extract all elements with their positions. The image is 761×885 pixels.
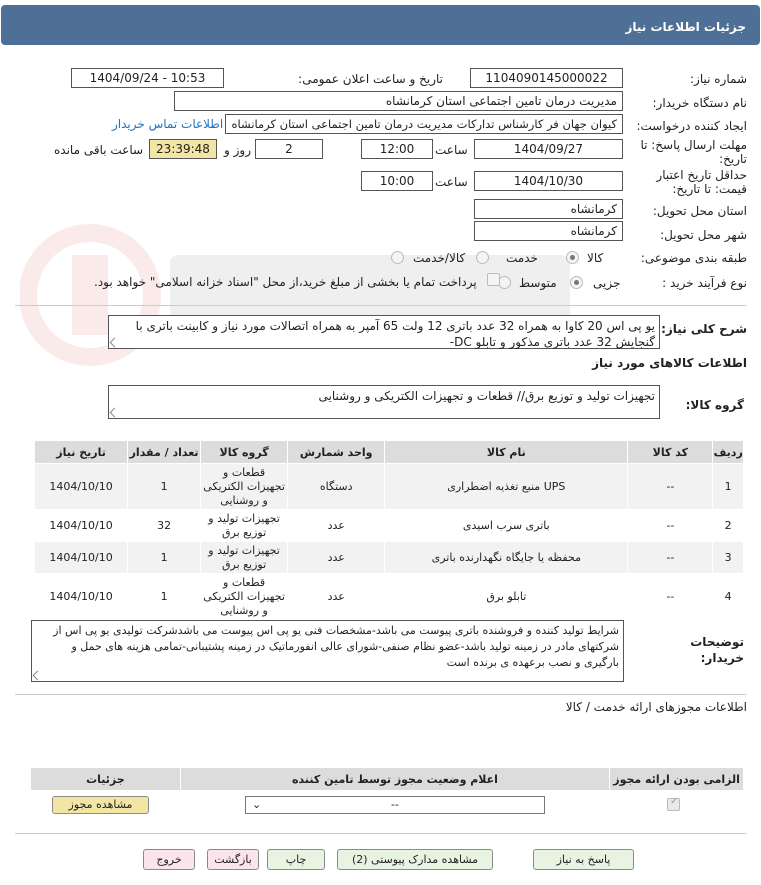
treasury-checkbox[interactable] <box>487 273 500 286</box>
cell-group: قطعات و تجهیزات الکتریکی و روشنایی <box>201 574 288 620</box>
cell-index: 1 <box>713 464 744 510</box>
required-checkbox <box>667 798 680 811</box>
chevron-down-icon: ⌄ <box>252 798 262 811</box>
deadline-time-label: ساعت <box>435 143 468 157</box>
table-row <box>35 542 744 574</box>
page-title: جزئیات اطلاعات نیاز <box>625 20 746 34</box>
validity-date-field: 1404/10/30 <box>474 171 623 191</box>
validity-time-field: 10:00 <box>361 171 433 191</box>
col-name: نام کالا <box>385 441 628 464</box>
description-label: شرح کلی نیاز: <box>661 322 747 336</box>
cell-code: -- <box>628 542 713 574</box>
divider <box>15 833 746 834</box>
col-code: کد کالا <box>628 441 713 464</box>
description-textarea: یو پی اس 20 کاوا به همراه 32 عدد باتری 12 ولت 65 آمپر به همراه اتصالات مورد نیاز و کابینت باتری با گنجایش 32 عدد باتری مذکور و تابلو DC- <box>108 315 660 349</box>
days-count-field: 2 <box>255 139 323 159</box>
announce-label: تاریخ و ساعت اعلان عمومی: <box>298 72 443 86</box>
cell-qty: 1 <box>128 464 201 510</box>
deadline-date-field: 1404/09/27 <box>474 139 623 159</box>
cell-group: تجهیزات تولید و توزیع برق <box>201 542 288 574</box>
buyer-contact-link[interactable]: اطلاعات تماس خریدار <box>112 117 224 131</box>
category-radio-both[interactable] <box>391 251 404 264</box>
cell-group: قطعات و تجهیزات الکتریکی و روشنایی <box>201 464 288 510</box>
permits-title: اطلاعات مجوزهای ارائه خدمت / کالا <box>565 700 747 714</box>
cell-unit: دستگاه <box>288 464 385 510</box>
attachments-button[interactable]: مشاهده مدارک پیوستی (2) <box>337 849 493 870</box>
permits-table-header <box>31 768 744 791</box>
cell-unit: عدد <box>288 574 385 620</box>
buyer-notes-textarea: شرایط تولید کننده و فروشنده باتری پیوست می باشد-مشخصات فنی یو پی اس پیوست می باشدشرکت تولیدی یو پی اس از شرکتهای مادر در زمینه تولید باشد-عضو نظام صنفی-شورای عالی انفورماتیک در زمینه پشتیبانی-تمامی هزینه های حمل و بارگیری و نصب برعهده ی برنده است <box>31 620 624 682</box>
cell-name: باتری سرب اسیدی <box>385 510 628 542</box>
need-number-label: شماره نیاز: <box>690 72 747 86</box>
deadline-label: مهلت ارسال پاسخ: تا تاریخ: <box>640 138 747 166</box>
creator-label: ایجاد کننده درخواست: <box>636 119 747 133</box>
col-group: گروه کالا <box>201 441 288 464</box>
cell-index: 2 <box>713 510 744 542</box>
check-icon: ✓ <box>670 796 679 807</box>
province-field: کرمانشاه <box>474 199 623 219</box>
goods-section-title: اطلاعات کالاهای مورد نیاز <box>592 356 747 370</box>
category-label: طبقه بندی موضوعی: <box>640 251 747 265</box>
col-index: ردیف <box>713 441 744 464</box>
reply-button[interactable]: پاسخ به نیاز <box>533 849 634 870</box>
exit-button[interactable]: خروج <box>143 849 195 870</box>
cell-group: تجهیزات تولید و توزیع برق <box>201 510 288 542</box>
back-button[interactable]: بازگشت <box>207 849 259 870</box>
col-details: جزئیات <box>31 768 181 791</box>
col-qty: تعداد / مقدار <box>128 441 201 464</box>
deadline-time-field: 12:00 <box>361 139 433 159</box>
view-permit-button[interactable]: مشاهده مجوز <box>52 796 149 814</box>
process-radio-minor[interactable] <box>570 276 583 289</box>
cell-index: 3 <box>713 542 744 574</box>
need-number-field: 1104090145000022 <box>470 68 623 88</box>
cell-name: تابلو برق <box>385 574 628 620</box>
buyer-label: نام دستگاه خریدار: <box>652 96 747 110</box>
divider <box>15 694 746 695</box>
header-bar <box>1 5 760 45</box>
validity-label: حداقل تاریخ اعتبار قیمت: تا تاریخ: <box>656 168 747 196</box>
cell-name: محفظه یا جایگاه نگهدارنده باتری <box>385 542 628 574</box>
category-option-service: خدمت <box>506 251 538 265</box>
cell-date: 1404/10/10 <box>35 464 128 510</box>
buyer-field: مدیریت درمان تامین اجتماعی استان کرمانشاه <box>174 91 623 111</box>
category-option-both: کالا/خدمت <box>413 251 466 265</box>
validity-time-label: ساعت <box>435 175 468 189</box>
category-radio-goods[interactable] <box>566 251 579 264</box>
city-label: شهر محل تحویل: <box>660 228 747 242</box>
cell-code: -- <box>628 510 713 542</box>
announce-datetime-field: 1404/09/24 - 10:53 <box>71 68 224 88</box>
col-required: الزامی بودن ارائه مجوز <box>610 768 744 791</box>
goods-group-label: گروه کالا: <box>685 398 744 412</box>
cell-code: -- <box>628 574 713 620</box>
cell-qty: 1 <box>128 574 201 620</box>
category-option-goods: کالا <box>587 251 604 265</box>
goods-group-textarea: تجهیزات تولید و توزیع برق// قطعات و تجهیزات الکتریکی و روشنایی <box>108 385 660 419</box>
payment-note: پرداخت تمام یا بخشی از مبلغ خرید،از محل "اسناد خزانه اسلامی" خواهد بود. <box>94 275 477 289</box>
goods-table <box>34 440 744 620</box>
process-label: نوع فرآیند خرید : <box>662 276 747 290</box>
page-header <box>0 0 761 50</box>
cell-date: 1404/10/10 <box>35 510 128 542</box>
cell-qty: 1 <box>128 542 201 574</box>
city-field: کرمانشاه <box>474 221 623 241</box>
cell-date: 1404/10/10 <box>35 542 128 574</box>
col-status: اعلام وضعیت مجوز توسط تامین کننده <box>180 768 609 791</box>
cell-qty: 32 <box>128 510 201 542</box>
days-label: روز و <box>224 143 251 157</box>
process-option-medium: متوسط <box>519 276 557 290</box>
category-radio-service[interactable] <box>476 251 489 264</box>
table-row <box>35 574 744 620</box>
table-row <box>35 464 744 510</box>
process-option-minor: جزیی <box>593 276 621 290</box>
divider <box>15 305 746 306</box>
cell-code: -- <box>628 464 713 510</box>
permit-status-value: -- <box>391 798 399 811</box>
cell-name: منبع تغذیه اضطراری UPS <box>385 464 628 510</box>
cell-unit: عدد <box>288 510 385 542</box>
buyer-notes-label: توضیحات خریدار: <box>690 635 744 665</box>
col-date: تاریخ نیاز <box>35 441 128 464</box>
permit-status-select[interactable] <box>245 796 545 814</box>
table-row <box>35 510 744 542</box>
cell-index: 4 <box>713 574 744 620</box>
creator-field: کیوان جهان فر کارشناس تدارکات مدیریت درمان تامین اجتماعی استان کرمانشاه <box>225 114 623 134</box>
print-button[interactable]: چاپ <box>267 849 325 870</box>
goods-table-header <box>35 441 744 464</box>
col-unit: واحد شمارش <box>288 441 385 464</box>
cell-date: 1404/10/10 <box>35 574 128 620</box>
remaining-label: ساعت باقی مانده <box>54 143 144 157</box>
cell-unit: عدد <box>288 542 385 574</box>
remaining-time-field: 23:39:48 <box>149 139 217 159</box>
province-label: استان محل تحویل: <box>652 204 747 218</box>
